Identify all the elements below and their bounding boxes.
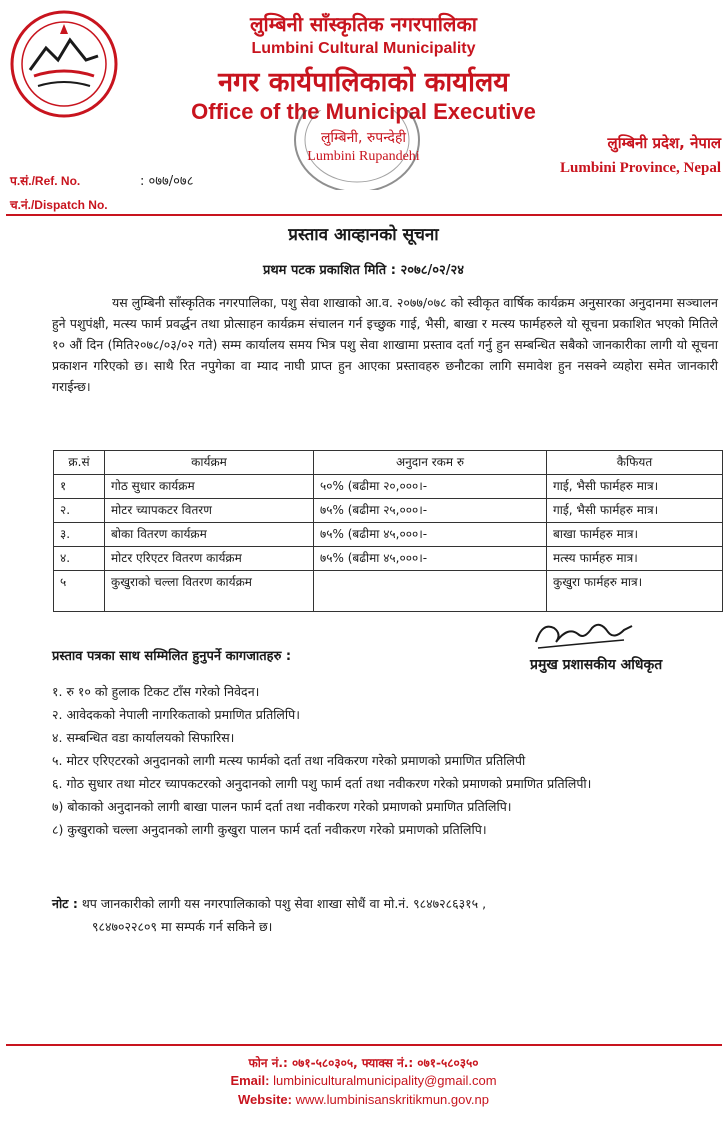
signature: [528, 612, 638, 660]
notice-body: यस लुम्बिनी साँस्कृतिक नगरपालिका, पशु सेवा शाखाको आ.व. २०७७/०७८ को स्वीकृत वार्षिक कार्यक्रम अनुसारका अनुदानमा सञ्चालन हुने पशुपंक्षी, मत्स्य फार्म प्रवर्द्धन तथा प्रोत्साहन कार्यक्रम संचालन गर्न इच्छुक गाई, भैसी, बाखा र मत्स्य फार्महरुले यो सूचना प्रकाशित भएको मितिले १० औं दिन (मिति२०७८/०३/०२ गते) सम्म कार्यालय समय भित्र पशु सेवा शाखामा प्रस्ताव दर्ता गर्नु हुन सम्बन्धित सबैको जानकारीका लागी यो सूचना प्रकाशन गरिएको छ। साथै रित नपुगेका वा म्याद नाघी प्राप्त हुन आएका प्रस्तावहरु छनौटका लागि समावेश हुन नसक्ने व्यहोरा समेत जानकारी गराईन्छ।: [52, 295, 718, 394]
table-row: [54, 475, 723, 499]
website-link[interactable]: www.lumbinisanskritikmun.gov.np: [295, 1092, 489, 1107]
note: [52, 892, 712, 938]
province-en: Lumbini Province, Nepal: [560, 160, 721, 176]
list-item: १. रु १० को हुलाक टिकट टाँस गरेको निवेदन।: [52, 684, 260, 699]
office-name-np: नगर कार्यपालिकाको कार्यालय: [218, 67, 509, 98]
col-header-program: कार्यक्रम: [105, 451, 314, 475]
footer-divider: [6, 1044, 722, 1046]
footer-website: [0, 1092, 727, 1107]
location-np: लुम्बिनी, रुपन्देही: [320, 130, 407, 146]
list-item: ५. मोटर एरिएटरको अनुदानको लागी मत्स्य फार्मको दर्ता तथा नविकरण गरेको प्रमाणको प्रमाणित प्रतिलिपी: [52, 753, 526, 768]
header-divider: [6, 214, 722, 216]
province-np: लुम्बिनी प्रदेश, नेपाल: [607, 134, 721, 152]
dispatch-no-label: च.नं./Dispatch No.: [10, 198, 108, 212]
published-date: प्रथम पटक प्रकाशित मिति : २०७८/०२/२४: [262, 263, 465, 278]
cell-program: मोटर एरिएटर वितरण कार्यक्रम: [105, 547, 314, 571]
list-item: ४. सम्बन्धित वडा कार्यालयको सिफारिस।: [52, 730, 235, 745]
ref-no-label: प.सं./Ref. No.: [10, 174, 81, 188]
list-item: २. आवेदकको नेपाली नागरिकताको प्रमाणित प्रतिलिपि।: [52, 707, 300, 722]
list-item: ७) बोकाको अनुदानको लागी बाखा पालन फार्म दर्ता तथा नवीकरण गरेको प्रमाणको प्रमाणित प्रतिलिपि।: [52, 799, 512, 814]
notice-title: प्रस्ताव आव्हानको सूचना: [288, 225, 439, 245]
email-label: Email:: [230, 1073, 270, 1088]
documents-title: प्रस्ताव पत्रका साथ सम्मिलित हुनुपर्ने कागजातहरु :: [52, 649, 292, 664]
cell-remarks: मत्स्य फार्महरु मात्र।: [547, 547, 723, 571]
note-label: नोट :: [52, 896, 78, 911]
cell-sn: २.: [54, 499, 105, 523]
col-header-sn: क्र.सं: [54, 451, 105, 475]
cell-amount: ७५% (बढीमा २५,०००।-: [314, 499, 547, 523]
subsidy-table: [53, 450, 723, 612]
cell-program: मोटर च्यापकटर वितरण: [105, 499, 314, 523]
cell-remarks: गाई, भैसी फार्महरु मात्र।: [547, 499, 723, 523]
cell-program: बोका वितरण कार्यक्रम: [105, 523, 314, 547]
ref-no-value: : ०७७/०७८: [140, 174, 194, 189]
office-name-en: Office of the Municipal Executive: [191, 99, 536, 124]
col-header-remarks: कैफियत: [547, 451, 723, 475]
list-item: ८) कुखुराको चल्ला अनुदानको लागी कुखुरा पालन फार्म दर्ता नवीकरण गरेको प्रमाणको प्रतिलिपि।: [52, 822, 487, 837]
list-item: ६. गोठ सुधार तथा मोटर च्यापकटरको अनुदानको लागी पशु फार्म दर्ता तथा नवीकरण गरेको प्रमाणको प्रमाणित प्रतिलिपी।: [52, 776, 592, 791]
note-line-2: ९८४७०२२८०९ मा सम्पर्क गर्न सकिने छ।: [92, 919, 273, 934]
table-row: [54, 499, 723, 523]
cell-amount: ७५% (बढीमा ४५,०००।-: [314, 547, 547, 571]
signatory-title: प्रमुख प्रशासकीय अधिकृत: [530, 657, 663, 673]
table-row: [54, 571, 723, 612]
footer-email: [0, 1073, 727, 1088]
website-label: Website:: [238, 1092, 292, 1107]
cell-remarks: बाखा फार्महरु मात्र।: [547, 523, 723, 547]
cell-program: गोठ सुधार कार्यक्रम: [105, 475, 314, 499]
email-link[interactable]: lumbiniculturalmunicipality@gmail.com: [273, 1073, 497, 1088]
municipality-name-en: Lumbini Cultural Municipality: [251, 40, 476, 57]
col-header-amount: अनुदान रकम रु: [314, 451, 547, 475]
table-header-row: [54, 451, 723, 475]
cell-sn: १: [54, 475, 105, 499]
cell-sn: ५: [54, 571, 105, 612]
cell-program: कुखुराको चल्ला वितरण कार्यक्रम: [105, 571, 314, 612]
location-en: Lumbini Rupandehi: [307, 149, 420, 164]
cell-sn: ३.: [54, 523, 105, 547]
cell-sn: ४.: [54, 547, 105, 571]
cell-remarks: कुखुरा फार्महरु मात्र।: [547, 571, 723, 612]
cell-amount: [314, 571, 547, 612]
cell-amount: ७५% (बढीमा ४५,०००।-: [314, 523, 547, 547]
cell-remarks: गाई, भैसी फार्महरु मात्र।: [547, 475, 723, 499]
documents-list: [52, 680, 722, 841]
note-line-1: थप जानकारीको लागी यस नगरपालिकाको पशु सेवा शाखा सोधैं वा मो.नं. ९८४७२८६३१५ ,: [81, 896, 487, 911]
table-row: [54, 547, 723, 571]
table-row: [54, 523, 723, 547]
footer-phone: फोन नं.: ०७१-५८०३०५, फ्याक्स नं.: ०७१-५८०३५०: [248, 1056, 479, 1070]
municipality-name-np: लुम्बिनी साँस्कृतिक नगरपालिका: [249, 12, 477, 36]
cell-amount: ५०% (बढीमा २०,०००।-: [314, 475, 547, 499]
